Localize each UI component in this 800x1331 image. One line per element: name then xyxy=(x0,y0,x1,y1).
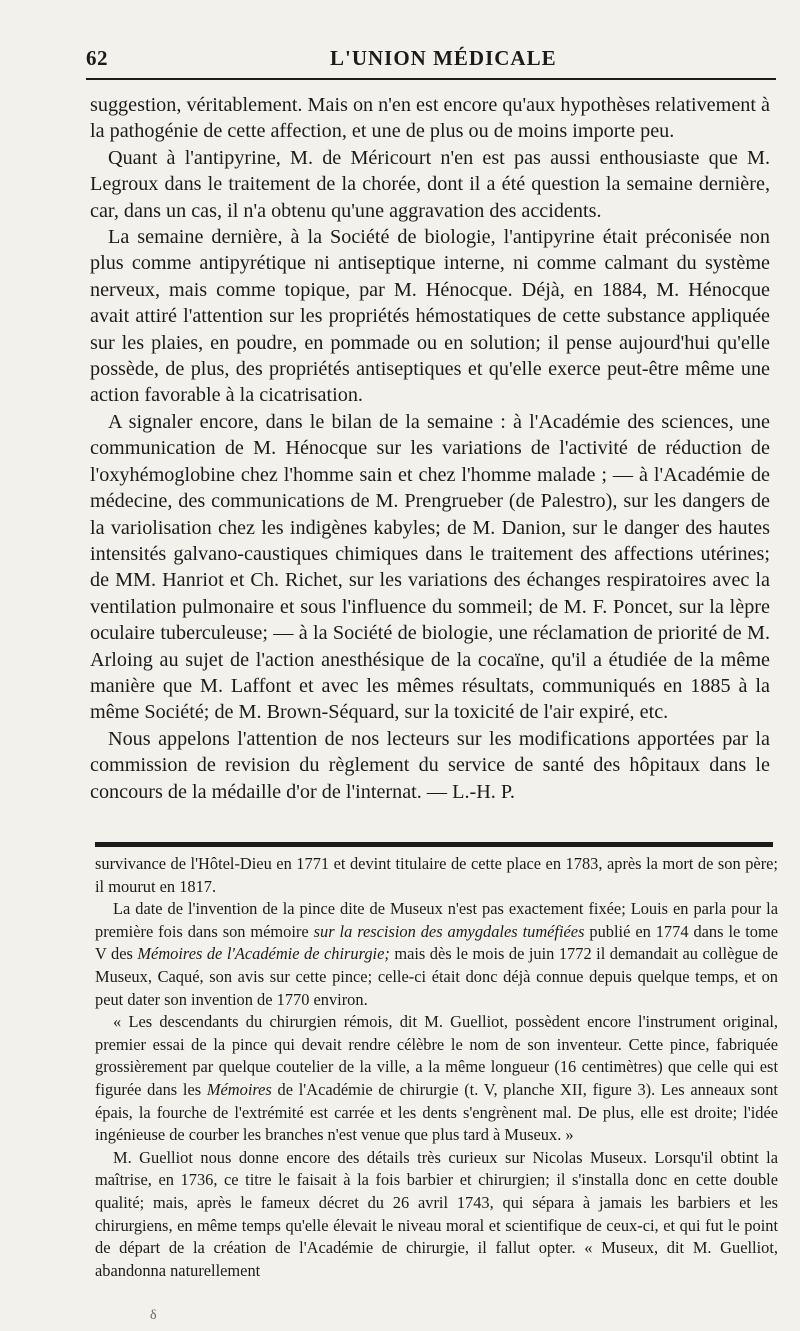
text-run: « Les descendants du chirurgien rémois, dit M. Guelliot, possèdent encore l'instrument original, premier essai de la pince qui devait rendre célèbre le nom de son inventeur. Cette pince, fabriquée grossièrement par quelque coutelier de la ville, a la même longueur (16 centimètres) que celle qui est figurée dans les xyxy=(95,1012,778,1099)
main-article-text xyxy=(90,92,770,805)
main-paragraph: La semaine dernière, à la Société de biologie, l'antipyrine était préconisée non plus comme antipyrétique ni antiseptique interne, ni comme calmant du système nerveux, mais comme topique, par M. Hénocque. Déjà, en 1884, M. Hénocque avait attiré l'attention sur les propriétés hémostatiques de cette substance appliquée sur les plaies, en poudre, en pommade ou en solution; il pense aujourd'hui qu'elle possède, de plus, des propriétés antiseptiques et qu'elle exerce peut-être même une action favorable à la cicatrisation. xyxy=(90,226,770,407)
main-paragraph: Nous appelons l'attention de nos lecteurs sur les modifications apportées par la commission de revision du règlement du service de santé des hôpitaux dans le concours de la médaille d'or de l'internat. — L.-H. P. xyxy=(90,727,770,803)
main-paragraph: Quant à l'antipyrine, M. de Méricourt n'en est pas aussi enthousiaste que M. Legroux dans le traitement de la chorée, dont il a été question la semaine dernière, car, dans un cas, il n'a obtenu qu'une aggravation des accidents. xyxy=(90,146,770,222)
text-run: de l'Académie de chirurgie (t. V, planche XII, figure 3). Les anneaux sont épais, la fourche de l'extrémité est carrée et les dents s'engrènent mal. De plus, elle est droite; l'idée ingénieuse de courber les branches n'est venue que plus tard à Museux. » xyxy=(95,1079,778,1145)
journal-title: L'UNION MÉDICALE xyxy=(330,46,557,70)
header-rule xyxy=(86,78,776,80)
feuilleton-text xyxy=(95,853,778,1282)
italic-title: sur la rescision des amygdales tuméfiées xyxy=(313,921,585,941)
text-run: publié en 1774 dans le tome V des xyxy=(95,921,778,964)
feuilleton-paragraph xyxy=(95,1011,778,1147)
italic-title: Mémoires de l'Académie de chirurgie; xyxy=(137,944,390,964)
feuilleton-paragraph: survivance de l'Hôtel-Dieu en 1771 et devint titulaire de cette place en 1783, après la mort de son père; il mourut en 1817. xyxy=(95,854,778,896)
page-header xyxy=(86,46,786,80)
text-run: mais dès le mois de juin 1772 il demandait au collègue de Museux, Caqué, son avis sur cette pince; celle-ci était donc déjà connue depuis quelque temps, et on peut dater son invention de 1770 environ. xyxy=(95,944,778,1009)
signature-mark: δ xyxy=(150,1308,157,1323)
feuilleton-divider xyxy=(95,842,773,847)
italic-title: Mémoires xyxy=(206,1079,272,1099)
page-number: 62 xyxy=(86,46,108,70)
main-paragraph: A signaler encore, dans le bilan de la semaine : à l'Académie des sciences, une communication de M. Hénocque sur les variations de l'activité de réduction de l'oxyhémoglobine chez l'homme sain et chez l'homme malade ; — à l'Académie de médecine, des communications de M. Prengrueber (de Palestro), sur les dangers de la variolisation chez les indigènes kabyles; de M. Danion, sur le danger des hautes intensités galvano-caustiques chimiques dans le traitement des affections utérines; de MM. Hanriot et Ch. Richet, sur les variations des échanges respiratoires avec la ventilation pulmonaire et sous l'influence du sommeil; de M. F. Poncet, sur la lèpre oculaire tuberculeuse; — à la Société de biologie, une réclamation de priorité de M. Arloing au sujet de l'action anesthésique de la cocaïne, qu'il a étudiée de la même manière que M. Laffont et avec les mêmes résultats, communiqués en 1885 à la même Société; de M. Brown-Séquard, sur la toxicité de l'air expiré, etc. xyxy=(90,410,770,724)
feuilleton-paragraph: M. Guelliot nous donne encore des détails très curieux sur Nicolas Museux. Lorsqu'il obtint la maîtrise, en 1736, ce titre le faisait à la fois barbier et chirurgien; il s'installa donc en cette double qualité; mais, après le fameux décret du 26 avril 1743, qui sépara à jamais les barbiers et les chirurgiens, en même temps qu'elle élevait le niveau moral et scientifique de ceux-ci, et qui fut le point de départ de la création de l'Académie de chirurgie, il fallut opter. « Museux, dit M. Guelliot, abandonna naturellement xyxy=(95,1147,778,1280)
main-paragraph: suggestion, véritablement. Mais on n'en est encore qu'aux hypothèses relativement à la pathogénie de cette affection, et une de plus ou de moins importe peu. xyxy=(90,94,770,143)
text-run: La date de l'invention de la pince dite de Museux n'est pas exactement fixée; Louis en parla pour la première fois dans son mémoire xyxy=(95,899,778,941)
feuilleton-paragraph xyxy=(95,898,778,1011)
